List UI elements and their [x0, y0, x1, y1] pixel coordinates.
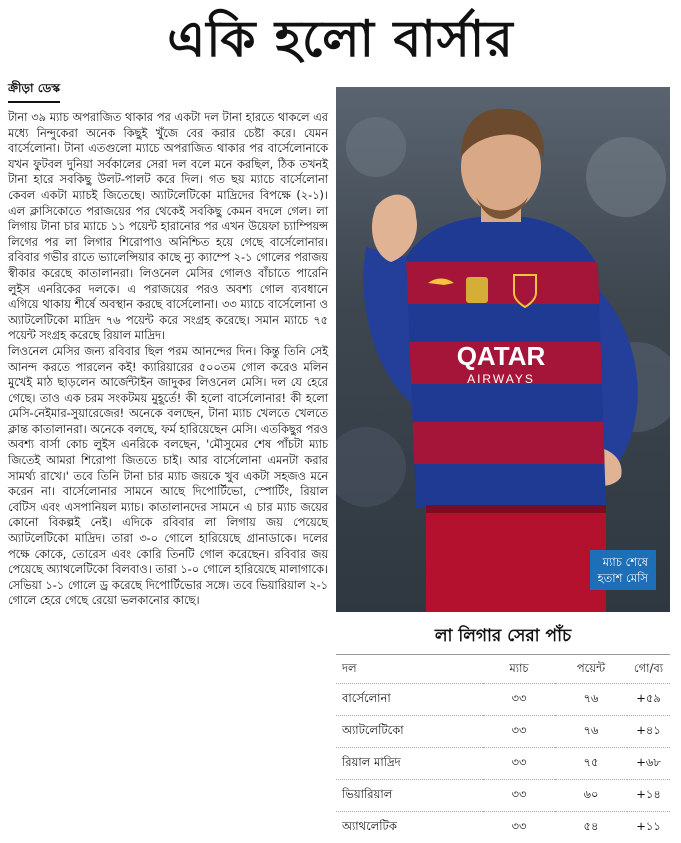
header-team: দল [336, 655, 483, 684]
points: ৭৬ [555, 684, 627, 716]
photo-caption-line-1: ম্যাচ শেষে [598, 554, 648, 570]
team-name: রিয়াল মাদ্রিদ [336, 748, 483, 780]
player-illustration [336, 87, 670, 612]
points: ৭৬ [555, 716, 627, 748]
header-goal-diff: গো/ব্য [627, 655, 670, 684]
table-row [336, 716, 670, 748]
byline-desk: ক্রীড়া ডেস্ক [8, 80, 60, 103]
table-row [336, 780, 670, 812]
jersey-sponsor-sub: AIRWAYS [467, 372, 535, 386]
table-row [336, 748, 670, 780]
matches: ৩৩ [483, 684, 555, 716]
standings-title: লা লিগার সেরা পাঁচ [336, 618, 670, 655]
standings-table [336, 655, 670, 843]
team-name: অ্যাথলেটিক [336, 812, 483, 843]
goal-diff: +৪১ [627, 716, 670, 748]
matches: ৩৩ [483, 716, 555, 748]
goal-diff: +১১ [627, 812, 670, 843]
table-row [336, 812, 670, 843]
article-body [8, 110, 328, 609]
team-name: অ্যাটলেটিকো [336, 716, 483, 748]
goal-diff: +৫৯ [627, 684, 670, 716]
matches: ৩৩ [483, 812, 555, 843]
points: ৫৪ [555, 812, 627, 843]
photo-caption [590, 550, 656, 590]
header-matches: ম্যাচ [483, 655, 555, 684]
headline: একি হলো বার্সার [0, 4, 681, 74]
article-paragraph-2: লিওনেল মেসির জন্য রবিবার ছিল পরম আনন্দের দিন। কিন্তু তিনি সেই আনন্দ করতে পারলেন কই! ক্যারিয়ারের ৫০০তম গোল করেও মলিন মুখেই মাঠ ছাড়লেন আর্জেন্টাইন জাদুকর লিওনেল মেসি। দল যে হেরে গেছে। তাও এক চরম সংকটময় মুহূর্তে! কী হলো বার্সেলোনার! কী হলো মেসি-নেইমার-সুয়ারেজের! অনেকে বলছেন, টানা ম্যাচ খেলতে খেলতে ক্লান্ত কাতালানরা। অনেকে বলছে, ফর্ম হারিয়েছেন মেসি। এতকিছুর পরও অবশ্য বার্সা কোচ লুইস এনরিকে বলছেন, 'মৌসুমের শেষ পাঁচটা ম্যাচ জিতেই আমরা শিরোপা জিততে চাই। আর বার্সেলোনা এমনটা করার সামর্থ্য রাখে।' তবে তিনি টানা চার ম্যাচ জয়কে খুব একটা সহজও মনে করেন না। বার্সেলোনার সামনে আছে দিপোর্টিভো, স্পোর্টিং, রিয়াল বেটিস এবং এসপানিয়ল ম্যাচ। কাতালানদের সামনে এ চার ম্যাচ জয়ের কোনো বিকল্পই নেই। এদিকে রবিবার লা লিগায় জয় পেয়েছে অ্যাটলেটিকো মাদ্রিদ। তারা ৩-০ গোলে হারিয়েছে গ্রানাডাকে। দলের পক্ষে কোকে, তোরেস এবং কোরি তিনটি গোল করেছেন। রবিবার জয় পেয়েছে অ্যাথলেটিকো বিলবাও। তারা ১-০ গোলে হারিয়েছে মালাগাকে। সেভিয়া ১-১ গোলে ড্র করেছে দিপোর্টিভোর সঙ্গে। তবে ভিয়ারিয়াল ২-১ গোলে হেরে গেছে রেয়ো ভলকানোর কাছে। [8, 344, 328, 609]
team-name: বার্সেলোনা [336, 684, 483, 716]
standings-table-box [336, 618, 670, 832]
team-name: ভিয়ারিয়াল [336, 780, 483, 812]
points: ৭৫ [555, 748, 627, 780]
points: ৬০ [555, 780, 627, 812]
header-points: পয়েন্ট [555, 655, 627, 684]
matches: ৩৩ [483, 748, 555, 780]
goal-diff: +১৪ [627, 780, 670, 812]
article-paragraph-1: টানা ৩৯ ম্যাচ অপরাজিত থাকার পর একটা দল টানা হারতে থাকলে এর মধ্যে নিন্দুকেরা অনেক কিছুই খুঁজে বের করার চেষ্টা করে। যেমন বার্সেলোনা। টানা এতগুলো ম্যাচে অপরাজিত থাকার পর বার্সেলোনাকে যখন ফুটবল দুনিয়া সর্বকালের সেরা দল বলে মনে করছিল, ঠিক তখনই টানা হারে সবকিছু উলট-পালট করে দিল। গত ছয় ম্যাচে বার্সেলোনা কেবল একটা ম্যাচই জিতেছে। অ্যাটলেটিকো মাদ্রিদের বিপক্ষে (২-১)। এল ক্লাসিকোতে পরাজয়ের পর থেকেই সবকিছু কেমন বদলে গেল। লা লিগায় টানা চার ম্যাচে ১১ পয়েন্ট হারানোর পর এখন উয়েফা চ্যাম্পিয়ন্স লিগের পর লা লিগার শিরোপাও অনিশ্চিত হয়ে গেছে বার্সেলোনার। রবিবার গভীর রাতে ভ্যালেন্সিয়ার কাছে ন্যু ক্যাম্পে ২-১ গোলের পরাজয় স্বীকার করেছে কাতালানরা। লিওনেল মেসির গোলও বাঁচাতে পারেনি লুইস এনরিকের দলকে। এ পরাজয়ের পরও অবশ্য গোল ব্যবধানে এগিয়ে থাকায় শীর্ষে অবস্থান করছে বার্সেলোনা। ৩৩ ম্যাচে বার্সেলোনা ও অ্যাটলেটিকো মাদ্রিদ ৭৬ পয়েন্ট করে সংগ্রহ করেছে। সমান ম্যাচে ৭৫ পয়েন্ট সংগ্রহ করেছে রিয়াল মাদ্রিদ। [8, 110, 328, 344]
standings-header-row [336, 655, 670, 684]
jersey-sponsor: QATAR [457, 341, 546, 371]
table-row [336, 684, 670, 716]
matches: ৩৩ [483, 780, 555, 812]
player-photo [336, 87, 670, 612]
photo-caption-line-2: হতাশ মেসি [598, 570, 648, 586]
goal-diff: +৬৮ [627, 748, 670, 780]
